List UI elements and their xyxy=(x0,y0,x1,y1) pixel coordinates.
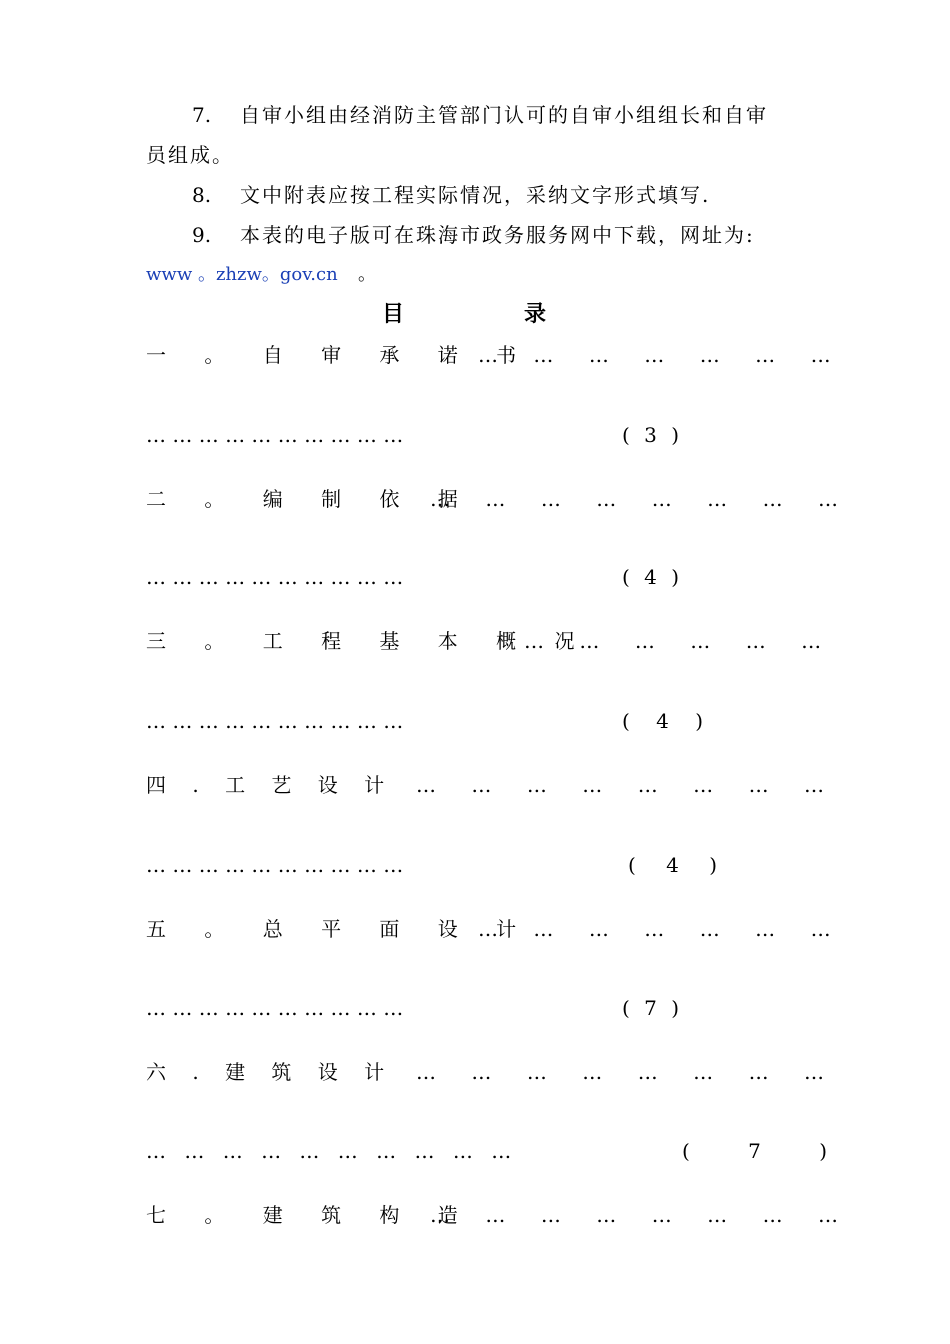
toc-item xyxy=(0,340,950,370)
note-8 xyxy=(0,180,950,210)
toc-item-continuation xyxy=(0,706,950,736)
toc-item-continuation xyxy=(0,993,950,1023)
note-9 xyxy=(0,220,950,250)
toc-page-number: ( 4 ) xyxy=(622,709,714,733)
note-text: 自审小组由经消防主管部门认可的自审小组组长和自审 xyxy=(240,103,768,127)
toc-page-number: ( 4 ) xyxy=(628,853,730,877)
toc-item-label: 五 。 总 平 面 设 计 xyxy=(146,917,533,941)
note-text: 本表的电子版可在珠海市政务服务网中下载，网址为: xyxy=(240,223,755,247)
toc-item-label: 四 . 工 艺 设 计 xyxy=(146,773,395,797)
toc-leader-dots: … … … … … … … … … … xyxy=(146,996,404,1020)
toc-item-label: 七 。 建 筑 构 造 xyxy=(146,1203,474,1227)
toc-leader-dots: … … … … … … xyxy=(524,629,824,653)
toc-title-right: 录 xyxy=(524,301,547,327)
note-number: 9. xyxy=(192,223,212,247)
toc-leader-dots: … … … … … … … … … … xyxy=(146,1139,518,1163)
toc-item-label: 三 。 工 程 基 本 概 况 xyxy=(146,629,591,653)
toc-title xyxy=(0,299,950,329)
toc-page-number: ( 7 ) xyxy=(622,996,684,1020)
toc-item-continuation xyxy=(0,562,950,592)
toc-item-continuation xyxy=(0,850,950,880)
note-7 xyxy=(0,100,950,130)
toc-page-number: ( 7 ) xyxy=(682,1139,854,1163)
toc-item xyxy=(0,626,950,656)
toc-item-label: 二 。 编 制 依 据 xyxy=(146,487,474,511)
toc-leader-dots: … … … … … … … … xyxy=(430,1203,841,1227)
toc-item xyxy=(0,770,950,800)
toc-leader-dots: … … … … … … … … … … xyxy=(146,565,404,589)
toc-page-number: ( 4 ) xyxy=(622,565,684,589)
note-number: 7. xyxy=(192,103,212,127)
toc-item-continuation xyxy=(0,420,950,450)
toc-title-left: 目 xyxy=(382,301,405,327)
toc-leader-dots: … … … … … … … xyxy=(478,343,833,367)
toc-leader-dots: … … … … … … … … … … xyxy=(146,709,404,733)
toc-item xyxy=(0,484,950,514)
note-7-continuation xyxy=(0,140,950,170)
toc-leader-dots: … … … … … … … … xyxy=(416,773,827,797)
toc-page-number: ( 3 ) xyxy=(622,423,684,447)
toc-item-label: 一 。 自 审 承 诺 书 xyxy=(146,343,533,367)
note-9-url-line xyxy=(0,260,950,290)
toc-leader-dots: … … … … … … … … xyxy=(430,487,841,511)
website-link[interactable]: www 。zhzw。gov.cn xyxy=(146,264,338,285)
note-text: 文中附表应按工程实际情况，采纳文字形式填写. xyxy=(240,183,711,207)
toc-item xyxy=(0,1057,950,1087)
toc-item xyxy=(0,914,950,944)
toc-item-label: 六 . 建 筑 设 计 xyxy=(146,1060,395,1084)
note-text: 员组成。 xyxy=(146,143,234,167)
note-number: 8. xyxy=(192,183,212,207)
toc-leader-dots: … … … … … … … … xyxy=(416,1060,827,1084)
toc-leader-dots: … … … … … … … … … … xyxy=(146,853,404,877)
url-suffix: 。 xyxy=(358,264,376,285)
toc-leader-dots: … … … … … … … … … … xyxy=(146,423,404,447)
toc-item xyxy=(0,1200,950,1230)
toc-item-continuation xyxy=(0,1136,950,1166)
toc-leader-dots: … … … … … … … xyxy=(478,917,833,941)
